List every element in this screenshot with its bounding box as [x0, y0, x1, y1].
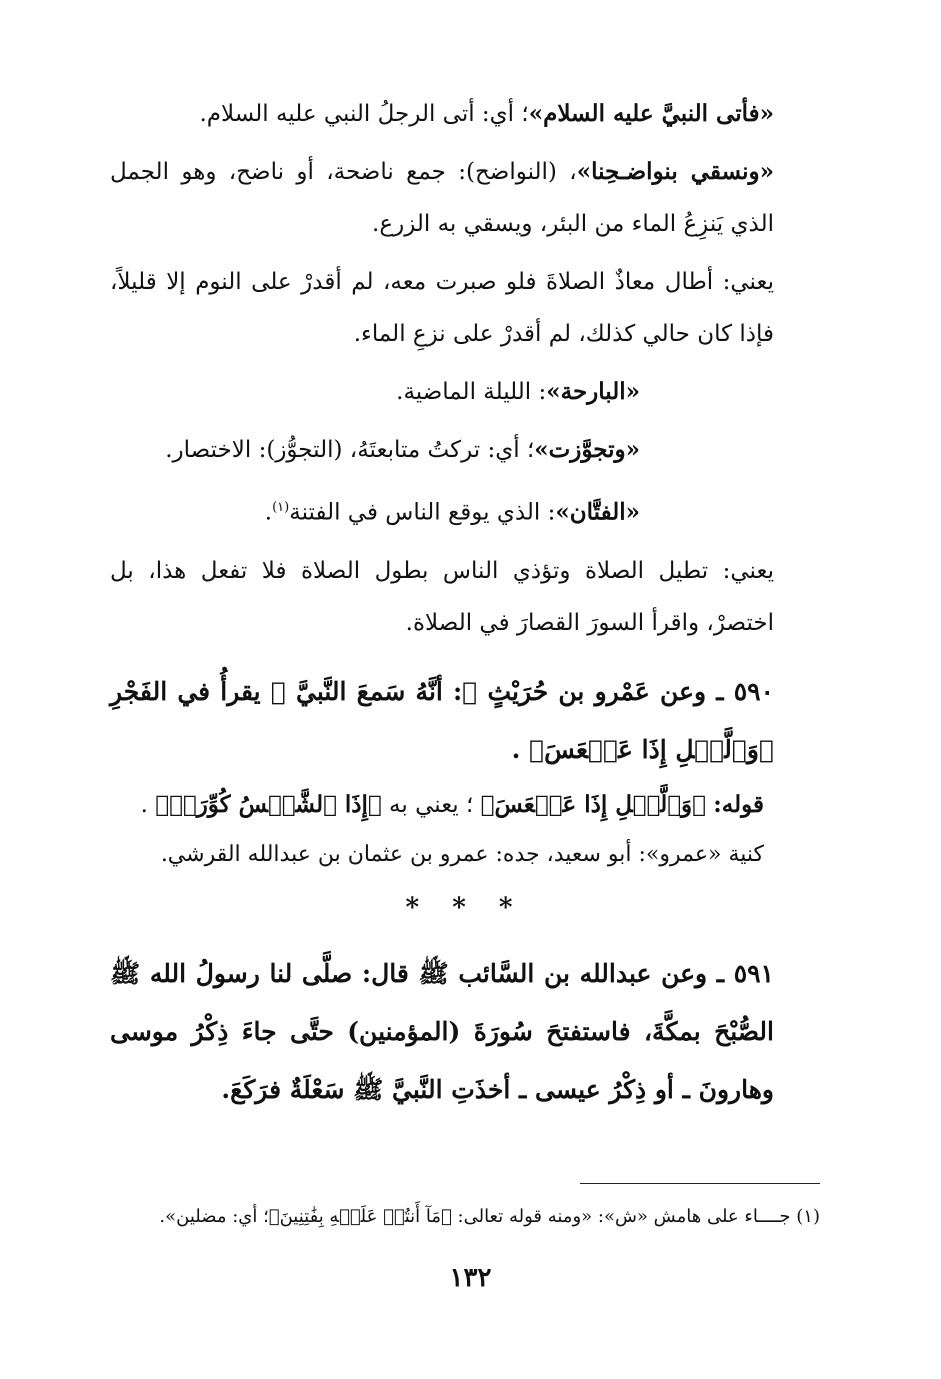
paragraph-1-text: ؛ أي: أتى الرجلُ النبي عليه السلام.	[199, 101, 529, 127]
footnote-divider	[580, 1183, 820, 1184]
hadith-590	[110, 663, 820, 779]
paragraph-6	[110, 482, 820, 539]
hadith-590-text: ٥٩٠ ـ وعن عَمْرو بن حُرَيْثٍ ﷺ: أنَّهُ سَمعَ النَّبيَّ ﷺ يقرأُ في الفَجْرِ	[110, 676, 774, 706]
hadith-590-end: .	[511, 734, 521, 764]
paragraph-6-text: : الذي يوقع الناس في الفتنة	[289, 499, 556, 526]
paragraph-6-end: .	[264, 499, 273, 526]
paragraph-2-text: ، (النواضح): جمع ناضحة، أو ناضح، وهو الجمل الذي يَنزِعُ الماء من البئر، ويسقي به الزرع.	[110, 159, 774, 237]
kunya-line: كنية «عمرو»: أبو سعيد، جده: عمرو بن عثمان بن عبدالله القرشي.	[160, 841, 764, 867]
hadith-591: ٥٩١ ـ وعن عبدالله بن السَّائب ﷺ قال: صلَّى لنا رسولُ الله ﷺ الصُّبْحَ بمكَّةَ، فاستفتحَ سُورَةَ (المؤمنين) حتَّى جاءَ ذِكْرُ موسى وهارونَ ـ أو ذِكْرُ عيسى ـ أخذَتِ النَّبيَّ ﷺ سَعْلَةٌ فرَكَعَ.	[110, 958, 774, 1104]
note-verse-1: ﴿وَٱلَّيۡلِ إِذَا عَسۡعَسَ﴾	[480, 790, 706, 818]
paragraph-4-text: : الليلة الماضية.	[396, 379, 547, 405]
paragraph-4	[110, 366, 820, 418]
note-mid: ؛ يعني به	[389, 791, 474, 818]
footnote: (١) جــــاء على هامش «ش»: «ومنه قوله تعالى: ﴿مَآ أَنتُمۡ عَلَيۡهِ بِفَٰتِنِينَ﴾؛ أي: مضلين».	[159, 1206, 820, 1227]
paragraph-1	[110, 88, 820, 140]
term-bariha: «البارحة»	[546, 378, 640, 405]
footnote-marker: (١)	[272, 500, 290, 515]
hadith-590-verse: ﴿وَٱلَّيۡلِ إِذَا عَسۡعَسَ﴾	[529, 734, 774, 764]
note-end: .	[140, 791, 148, 818]
note-verse-2: ﴿إِذَا ٱلشَّمۡسُ كُوِّرَتۡ﴾	[155, 790, 382, 818]
term-nawadih: «ونسقي بنواضـحِنا»	[576, 158, 774, 185]
page-number: ١٣٢	[449, 1263, 492, 1293]
term-tajawwazt: «وتجوَّزت»	[534, 436, 640, 463]
paragraph-5	[110, 424, 820, 476]
section-separator: * * *	[405, 892, 525, 923]
term-fa-ata: «فأتى النبيَّ عليه السلام»	[528, 100, 774, 127]
term-fattan: «الفتَّان»	[555, 498, 640, 526]
page-body	[110, 88, 820, 1119]
paragraph-3: يعني: أطال معاذٌ الصلاةَ فلو صبرت معه، لم أقدرْ على النوم إلا قليلاً، فإذا كان حالي كذلك، لم أقدرْ على نزعِ الماء.	[110, 269, 774, 347]
paragraph-2	[110, 146, 820, 250]
paragraph-7: يعني: تطيل الصلاة وتؤذي الناس بطول الصلاة فلا تفعل هذا، بل اختصرْ، واقرأ السورَ القصارَ في الصلاة.	[110, 557, 774, 636]
paragraph-5-text: ؛ أي: تركتُ متابعتَهُ، (التجوُّز): الاختصار.	[165, 437, 535, 463]
hadith-590-note	[110, 779, 820, 831]
note-label: قوله:	[713, 790, 764, 818]
